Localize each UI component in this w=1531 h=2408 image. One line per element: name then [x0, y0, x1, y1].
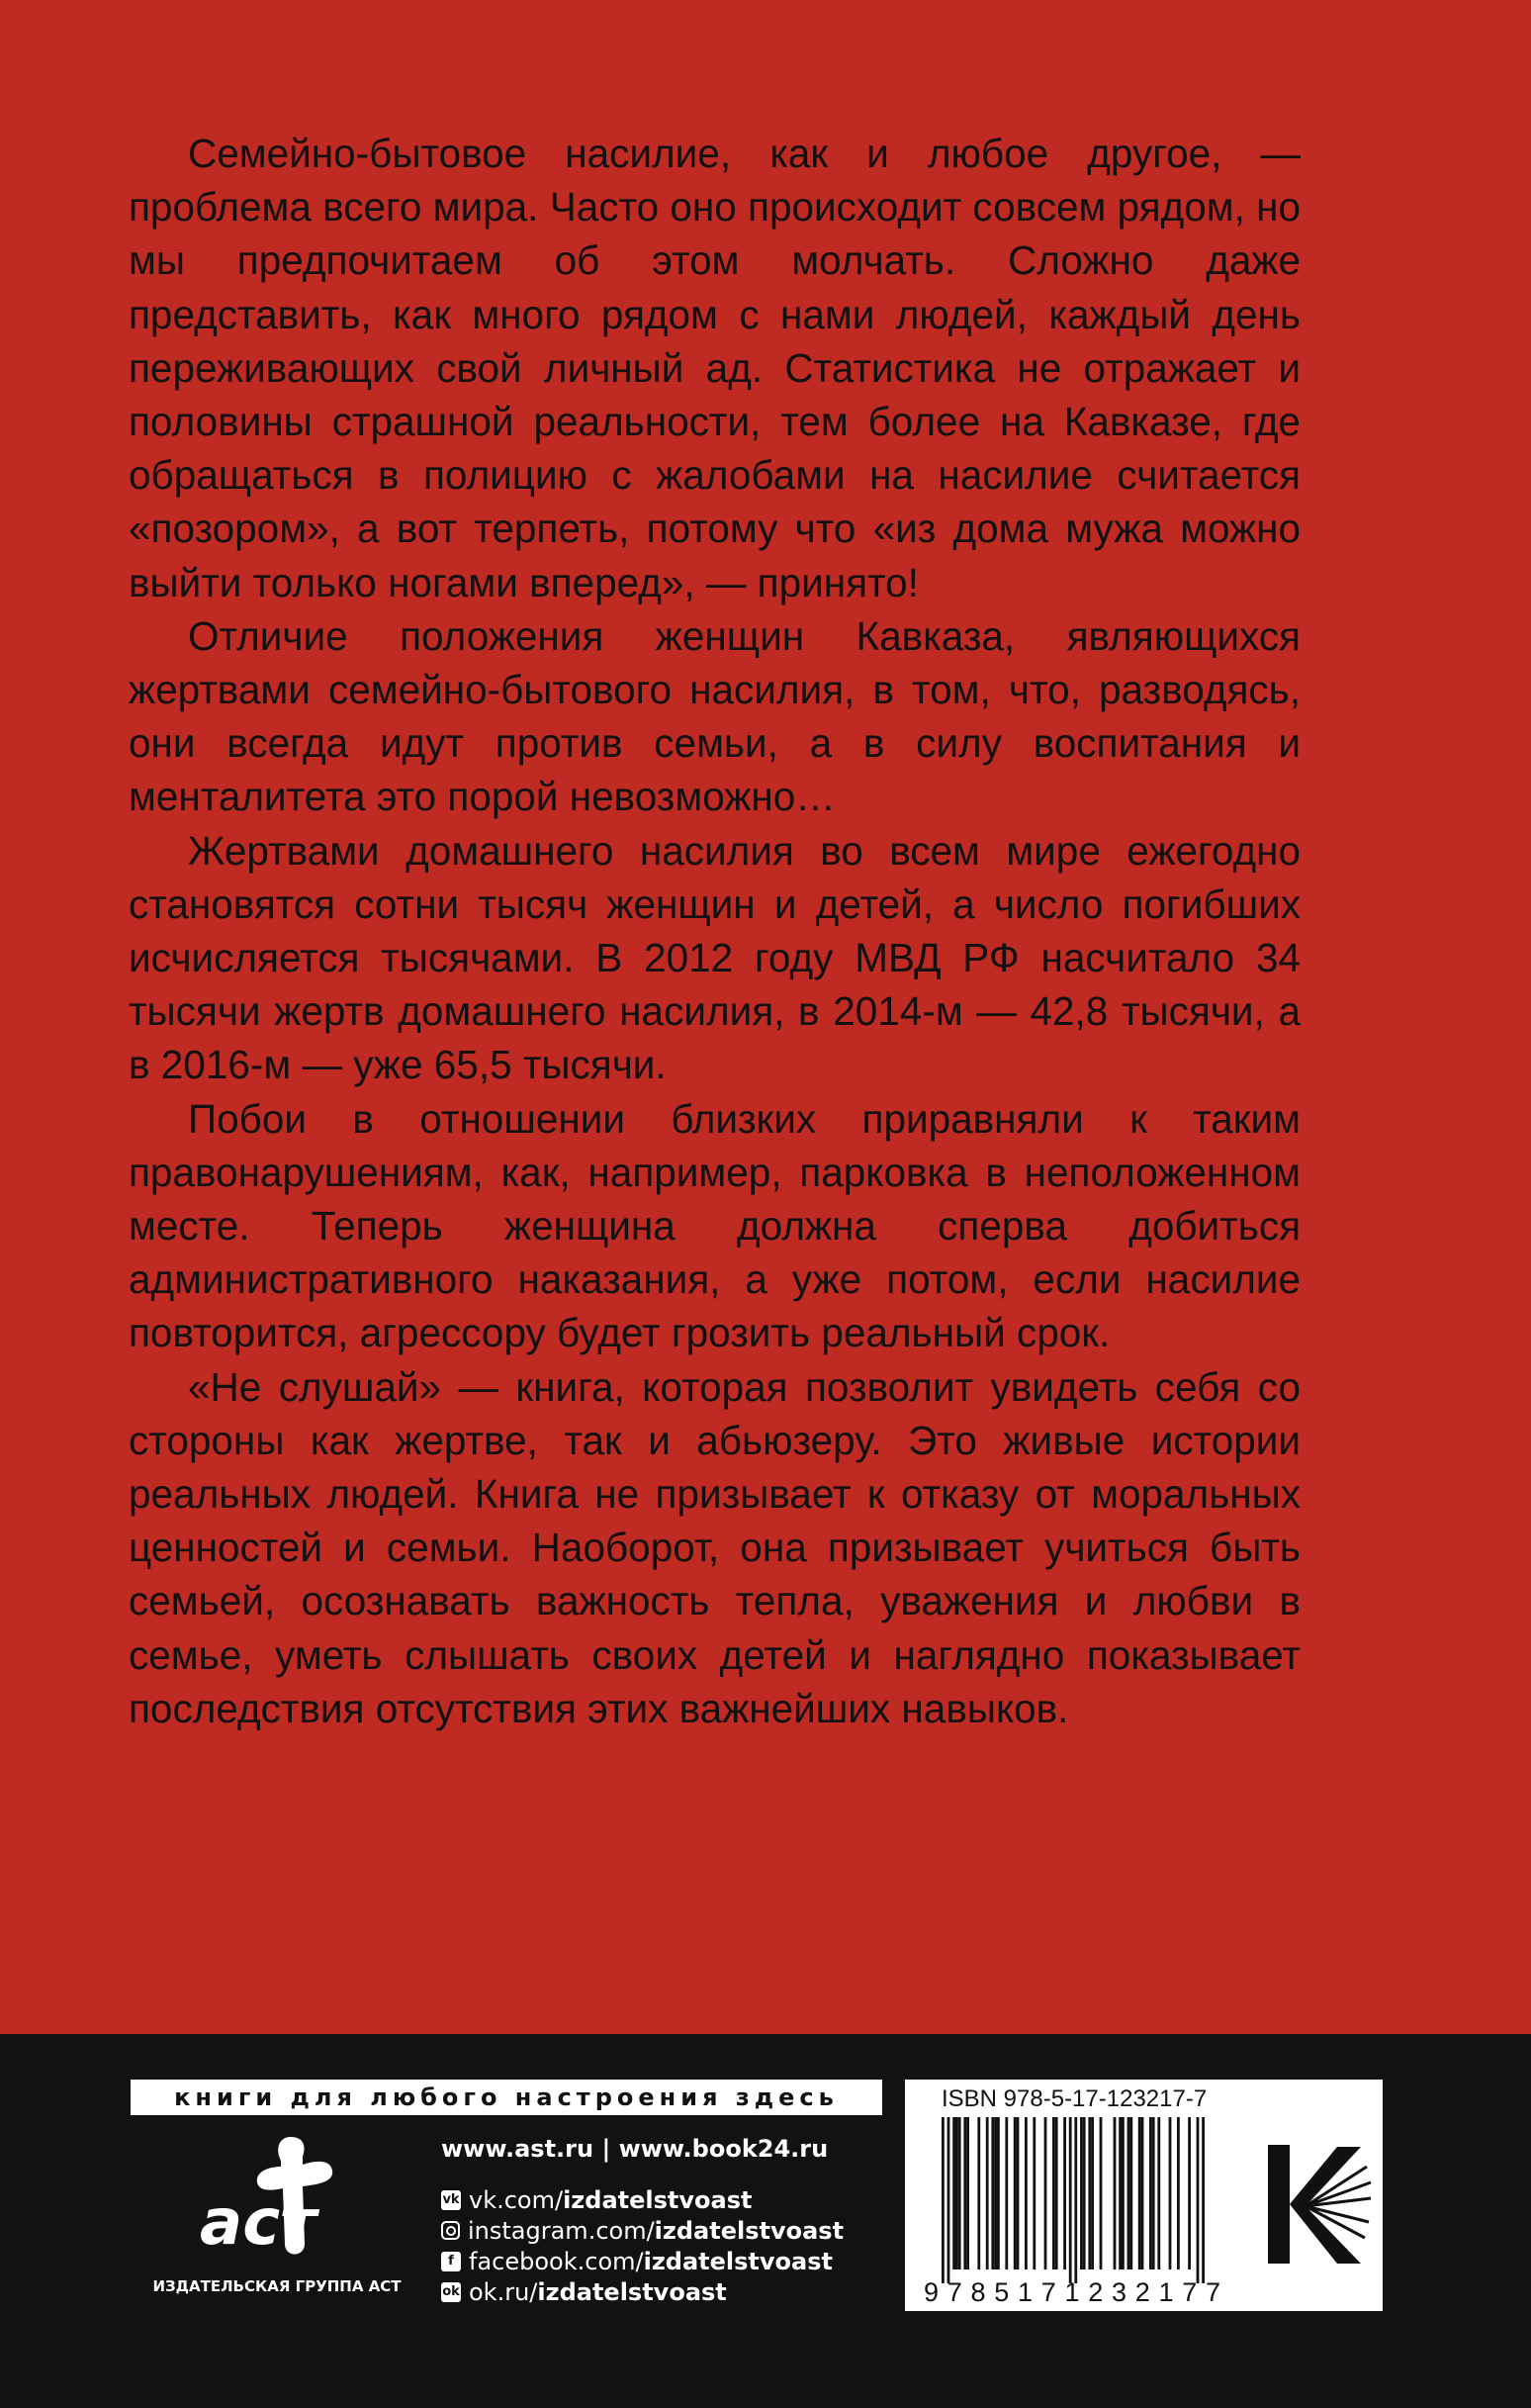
- barcode-bar: [958, 2117, 961, 2269]
- instagram-icon: [441, 2221, 460, 2240]
- slogan-banner: книги для любого настроения здесь: [131, 2080, 882, 2115]
- barcode-bar: [1129, 2117, 1132, 2269]
- barcode-bar: [1091, 2117, 1094, 2269]
- barcode-bar: [1169, 2117, 1172, 2269]
- barcode-bar: [942, 2117, 945, 2283]
- social-link-facebook[interactable]: [441, 2246, 844, 2276]
- annotation-text: [129, 127, 1301, 1735]
- barcode-bar: [1044, 2117, 1047, 2269]
- barcode-bar: [1149, 2117, 1152, 2269]
- barcode-bar: [1017, 2117, 1020, 2269]
- paragraph-5: «Не слушай» — книга, которая позволит увидеть себя со стороны как жертве, так и абьюзеру. Это живые истории реальных людей. Книга не призывает к отказу от моральных ценностей и семьи. Наоборот, она призывает учиться быть семьей, осознавать важность тепла, уважения и любви в семье, уметь слышать своих детей и наглядно показывает последствия отсутствия этих важнейших навыков.: [129, 1363, 1301, 1731]
- social-link-vk[interactable]: [441, 2184, 844, 2215]
- social-prefix: instagram.com/: [468, 2216, 655, 2245]
- barcode-bar: [1100, 2117, 1103, 2269]
- barcode-bar: [1122, 2117, 1125, 2269]
- facebook-icon: f: [441, 2252, 461, 2271]
- barcode-bar: [955, 2117, 958, 2269]
- barcode-bar: [1033, 2117, 1036, 2269]
- barcode-bar: [997, 2117, 1000, 2269]
- barcode-bar: [1177, 2117, 1180, 2269]
- paragraph-3: Жертвами домашнего насилия во всем мире ежегодно становятся сотни тысяч женщин и детей, а число погибших исчисляется тысячами. В 2012 году МВД РФ насчитало 34 тысячи жертв домашнего насилия, в 2014-м — 42,8 тысячи, а в 2016-м — уже 65,5 тысячи.: [129, 827, 1301, 1088]
- barcode-bar: [1025, 2117, 1028, 2269]
- k-publisher-logo: [1258, 2127, 1377, 2275]
- social-prefix: vk.com/: [469, 2185, 564, 2214]
- barcode-bar: [1088, 2117, 1091, 2269]
- barcode-bar: [1141, 2117, 1144, 2269]
- barcode-bar: [963, 2117, 966, 2269]
- barcode-bar: [1014, 2117, 1017, 2269]
- barcode-bar: [1138, 2117, 1141, 2269]
- vk-icon: vk: [441, 2190, 461, 2210]
- barcode-bar: [1055, 2117, 1058, 2269]
- barcode-bar: [1080, 2117, 1083, 2269]
- barcode-bars: [942, 2117, 1205, 2283]
- barcode-bar: [1157, 2117, 1160, 2269]
- paragraph-1: Семейно-бытовое насилие, как и любое другое, — проблема всего мира. Часто оно происходит совсем рядом, но мы предпочитаем об этом молчать. Сложно даже представить, как много рядом с нами людей, каждый день переживающих свой личный ад. Статистика не отражает и половины страшной реальности, тем более на Кавказе, где обращаться в полицию с жалобами на насилие считается «позором», а вот терпеть, потому что «из дома мужа можно выйти только ногами вперед», — принято!: [129, 131, 1301, 605]
- barcode-bar: [1202, 2117, 1205, 2283]
- barcode-bar: [1152, 2117, 1155, 2269]
- ast-logo: [184, 2127, 382, 2275]
- ok-icon: ok: [441, 2282, 461, 2302]
- publisher-name: ИЗДАТЕЛЬСКАЯ ГРУППА АСТ: [152, 2277, 402, 2295]
- barcode-bar: [1083, 2117, 1086, 2269]
- barcode-bar: [1069, 2117, 1072, 2283]
- social-links: [441, 2184, 844, 2307]
- social-handle: izdatelstvoast: [563, 2185, 753, 2214]
- social-handle: izdatelstvoast: [643, 2247, 833, 2275]
- barcode-bar: [977, 2117, 980, 2269]
- logo-text: аст: [200, 2186, 317, 2260]
- barcode-bar: [947, 2117, 950, 2283]
- barcode-bar: [1063, 2117, 1066, 2269]
- barcode-bar: [1188, 2117, 1191, 2269]
- barcode-bar: [1119, 2117, 1122, 2269]
- isbn-label: ISBN 978-5-17-123217-7: [942, 2085, 1208, 2112]
- barcode-bar: [1005, 2117, 1008, 2269]
- barcode-bar: [1074, 2117, 1077, 2283]
- social-handle: izdatelstvoast: [654, 2216, 845, 2245]
- social-handle: izdatelstvoast: [537, 2277, 727, 2306]
- barcode-bar: [1127, 2117, 1130, 2269]
- barcode-bar: [1114, 2117, 1117, 2269]
- social-link-ok[interactable]: [441, 2276, 844, 2307]
- barcode-bar: [994, 2117, 997, 2269]
- barcode-number: 9785171232177: [924, 2277, 1220, 2305]
- barcode-bar: [1052, 2117, 1055, 2269]
- barcode: [920, 2117, 1226, 2305]
- paragraph-2: Отличие положения женщин Кавказа, являющихся жертвами семейно-бытового насилия, в том, что, разводясь, они всегда идут против семьи, а в силу воспитания и менталитета это порой невозможно…: [129, 612, 1301, 820]
- social-prefix: ok.ru/: [469, 2277, 538, 2306]
- barcode-bar: [1197, 2117, 1200, 2283]
- barcode-bar: [986, 2117, 989, 2269]
- barcode-bar: [991, 2117, 994, 2269]
- barcode-bar: [952, 2117, 955, 2269]
- social-link-instagram[interactable]: [441, 2215, 844, 2246]
- website-links[interactable]: www.ast.ru | www.book24.ru: [441, 2135, 829, 2163]
- social-prefix: facebook.com/: [469, 2247, 644, 2275]
- paragraph-4: Побои в отношении близких приравняли к таким правонарушениям, как, например, парковка в неположенном месте. Теперь женщина должна сперва добиться административного наказания, а уже потом, если насилие повторится, агрессору будет грозить реальный срок.: [129, 1095, 1301, 1356]
- barcode-bar: [966, 2117, 969, 2269]
